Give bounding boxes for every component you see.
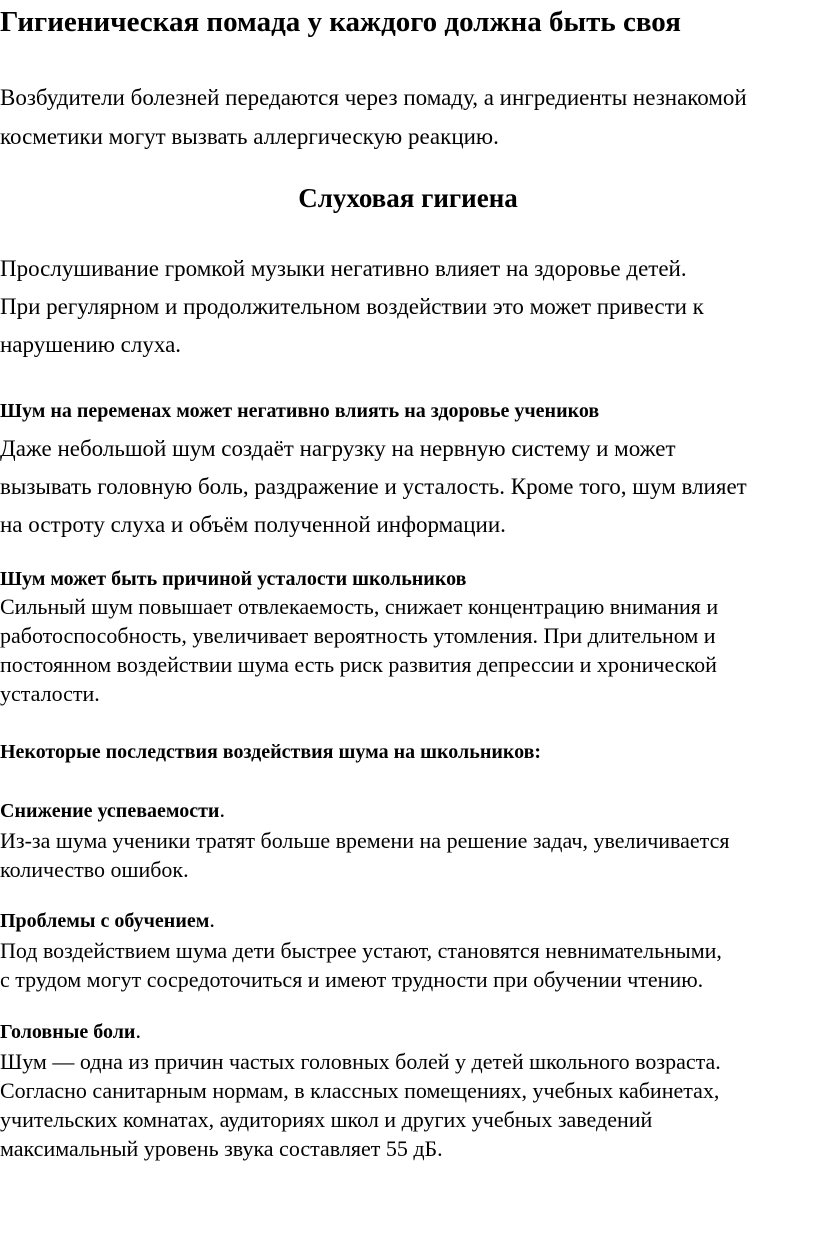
consequence-label: Снижение успеваемости	[0, 800, 220, 822]
text-line: с трудом могут сосредоточиться и имеют трудности при обучении чтению.	[0, 967, 704, 992]
noise-health-heading: Шум на переменах может негативно влиять на здоровье учеников	[0, 400, 600, 422]
noise-fatigue-text	[0, 592, 816, 708]
text-line: работоспособность, увеличивает вероятность утомления. При длительном и	[0, 623, 716, 648]
text-line: нарушению слуха.	[0, 332, 182, 357]
consequence-label: Проблемы с обучением	[0, 910, 210, 932]
text-line: Согласно санитарным нормам, в классных помещениях, учебных кабинетах,	[0, 1078, 720, 1103]
text-line: постоянном воздействии шума есть риск развития депрессии и хронической	[0, 652, 717, 677]
hearing-hygiene-title: Слуховая гигиена	[298, 183, 518, 213]
consequence-title: Проблемы с обучением.	[0, 907, 215, 932]
text-line: Возбудители болезней передаются через помаду, а ингредиенты незнакомой	[0, 85, 747, 110]
text-line: При регулярном и продолжительном воздействии это может привести к	[0, 294, 704, 319]
consequence-item	[0, 905, 816, 994]
text-line: Под воздействием шума дети быстрее устают, становятся невнимательными,	[0, 938, 722, 963]
text-line: максимальный уровень звука составляет 55 дБ.	[0, 1136, 443, 1161]
noise-fatigue-heading: Шум может быть причиной усталости школьников	[0, 568, 467, 590]
consequence-label: Головные боли	[0, 1021, 136, 1043]
text-line: на остроту слуха и объём полученной информации.	[0, 512, 506, 537]
consequence-title: Головные боли.	[0, 1018, 141, 1043]
lipstick-hygiene-text	[0, 78, 812, 156]
text-line: Шум — одна из причин частых головных болей у детей школьного возраста.	[0, 1049, 721, 1074]
text-line: Сильный шум повышает отвлекаемость, снижает концентрацию внимания и	[0, 594, 719, 619]
text-line: Прослушивание громкой музыки негативно влияет на здоровье детей.	[0, 256, 687, 281]
noise-health-text	[0, 430, 808, 544]
consequences-heading: Некоторые последствия воздействия шума на школьников:	[0, 741, 542, 763]
consequence-item	[0, 795, 816, 884]
text-line: косметики могут вызвать аллергическую реакцию.	[0, 124, 499, 149]
text-line: учительских комнатах, аудиториях школ и других учебных заведений	[0, 1107, 653, 1132]
text-line: вызывать головную боль, раздражение и усталость. Кроме того, шум влияет	[0, 474, 747, 499]
consequence-title: Снижение успеваемости.	[0, 797, 225, 822]
text-line: усталости.	[0, 681, 100, 706]
consequence-item	[0, 1016, 816, 1163]
lipstick-hygiene-title: Гигиеническая помада у каждого должна быть своя	[0, 6, 681, 38]
text-line: Даже небольшой шум создаёт нагрузку на нервную систему и может	[0, 436, 676, 461]
text-line: Из-за шума ученики тратят больше времени на решение задач, увеличивается	[0, 828, 730, 853]
text-line: количество ошибок.	[0, 857, 189, 882]
hearing-hygiene-text	[0, 250, 808, 364]
